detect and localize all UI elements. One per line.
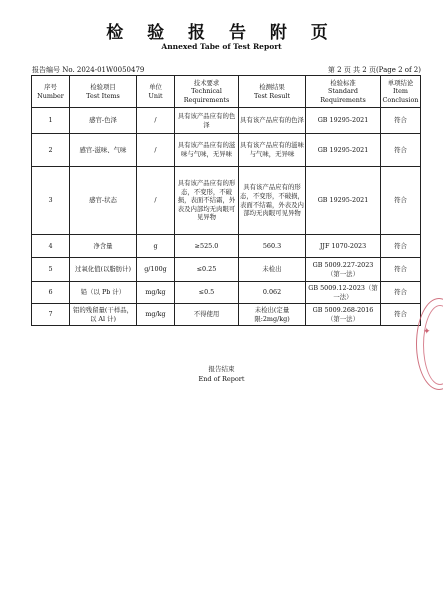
- table-row: [32, 304, 421, 326]
- cell-standard: JJF 1070-2023: [306, 235, 381, 258]
- column-header-unit: 单位 Unit: [137, 76, 175, 108]
- table-row: [32, 282, 421, 304]
- page-number: 第 2 页 共 2 页(Page 2 of 2): [327, 66, 421, 74]
- cell-test-item: 感官-状态: [70, 167, 137, 235]
- cell-standard: GB 5009.227-2023（第一法）: [306, 258, 381, 282]
- cell-unit: mg/kg: [137, 282, 175, 304]
- cell-test-item: 感官-滋味、气味: [70, 134, 137, 167]
- cell-unit: g/100g: [137, 258, 175, 282]
- cell-standard: GB 19295-2021: [306, 167, 381, 235]
- cell-standard: GB 5009.12-2023（第一法）: [306, 282, 381, 304]
- cell-unit: /: [137, 167, 175, 235]
- cell-number: 7: [32, 304, 70, 326]
- test-result-table: [31, 75, 421, 326]
- cell-result: 具有该产品应有的形态，不变形，不破损，表面不结霜，外表及内部均无肉眼可见异物: [239, 167, 306, 235]
- cell-test-item: 铝的残留量(干样品，以 Al 计): [70, 304, 137, 326]
- report-number: 报告编号 No. 2024-01W0050479: [32, 66, 145, 74]
- table-row: [32, 235, 421, 258]
- cell-number: 5: [32, 258, 70, 282]
- cell-test-item: 铅（以 Pb 计）: [70, 282, 137, 304]
- cell-unit: /: [137, 108, 175, 134]
- page-title: 检 验 报 告 附 页: [106, 23, 337, 43]
- cell-requirement: ≤0.5: [175, 282, 239, 304]
- table-row: [32, 134, 421, 167]
- cell-requirement: 具有该产品应有的色泽: [175, 108, 239, 134]
- column-header-test-result: 检测结果 Test Result: [239, 76, 306, 108]
- table-header-row: [32, 76, 421, 108]
- column-header-standard: 检验标准 Standard Requirements: [306, 76, 381, 108]
- cell-unit: g: [137, 235, 175, 258]
- cell-number: 4: [32, 235, 70, 258]
- cell-test-item: 净含量: [70, 235, 137, 258]
- cell-number: 3: [32, 167, 70, 235]
- column-header-conclusion: 单项结论 Item Conclusion: [381, 76, 421, 108]
- cell-requirement: 不得使用: [175, 304, 239, 326]
- cell-result: 未检出(定量限:2mg/kg): [239, 304, 306, 326]
- cell-result: 未检出: [239, 258, 306, 282]
- seal-inner-ring: [423, 305, 443, 385]
- cell-standard: GB 19295-2021: [306, 134, 381, 167]
- end-of-report-zh: 报告结束: [208, 365, 235, 373]
- cell-result: 具有该产品应有的滋味与气味，无异味: [239, 134, 306, 167]
- cell-result: 具有该产品应有的色泽: [239, 108, 306, 134]
- page-subtitle: Annexed Tabe of Test Report: [161, 42, 282, 51]
- cell-conclusion: 符合: [381, 108, 421, 134]
- cell-number: 1: [32, 108, 70, 134]
- cell-standard: GB 5009.268-2016（第一法）: [306, 304, 381, 326]
- cell-result: 0.062: [239, 282, 306, 304]
- cell-conclusion: 符合: [381, 235, 421, 258]
- cell-requirement: ≤0.25: [175, 258, 239, 282]
- column-header-technical-requirements: 技术要求 Technical Requirements: [175, 76, 239, 108]
- cell-number: 6: [32, 282, 70, 304]
- table-row: [32, 108, 421, 134]
- cell-conclusion: 符合: [381, 167, 421, 235]
- table-row: [32, 258, 421, 282]
- cell-test-item: 过氧化值(以脂肪计): [70, 258, 137, 282]
- column-header-number: 序号 Number: [32, 76, 70, 108]
- cell-test-item: 感官-色泽: [70, 108, 137, 134]
- cell-number: 2: [32, 134, 70, 167]
- cell-unit: /: [137, 134, 175, 167]
- cell-conclusion: 符合: [381, 134, 421, 167]
- cell-conclusion: 符合: [381, 258, 421, 282]
- cell-requirement: 具有该产品应有的形态，不变形，不破损，表面不结霜，外表及内部均无肉眼可见异物: [175, 167, 239, 235]
- cell-result: 560.3: [239, 235, 306, 258]
- seal-mark-icon: ✦: [423, 327, 431, 337]
- cell-requirement: 具有该产品应有的滋味与气味，无异味: [175, 134, 239, 167]
- cell-requirement: ≥525.0: [175, 235, 239, 258]
- cell-conclusion: 符合: [381, 282, 421, 304]
- column-header-test-items: 检验项目 Test Items: [70, 76, 137, 108]
- cell-conclusion: 符合: [381, 304, 421, 326]
- cell-standard: GB 19295-2021: [306, 108, 381, 134]
- end-of-report-en: End of Report: [198, 375, 245, 383]
- cell-unit: mg/kg: [137, 304, 175, 326]
- table-row: [32, 167, 421, 235]
